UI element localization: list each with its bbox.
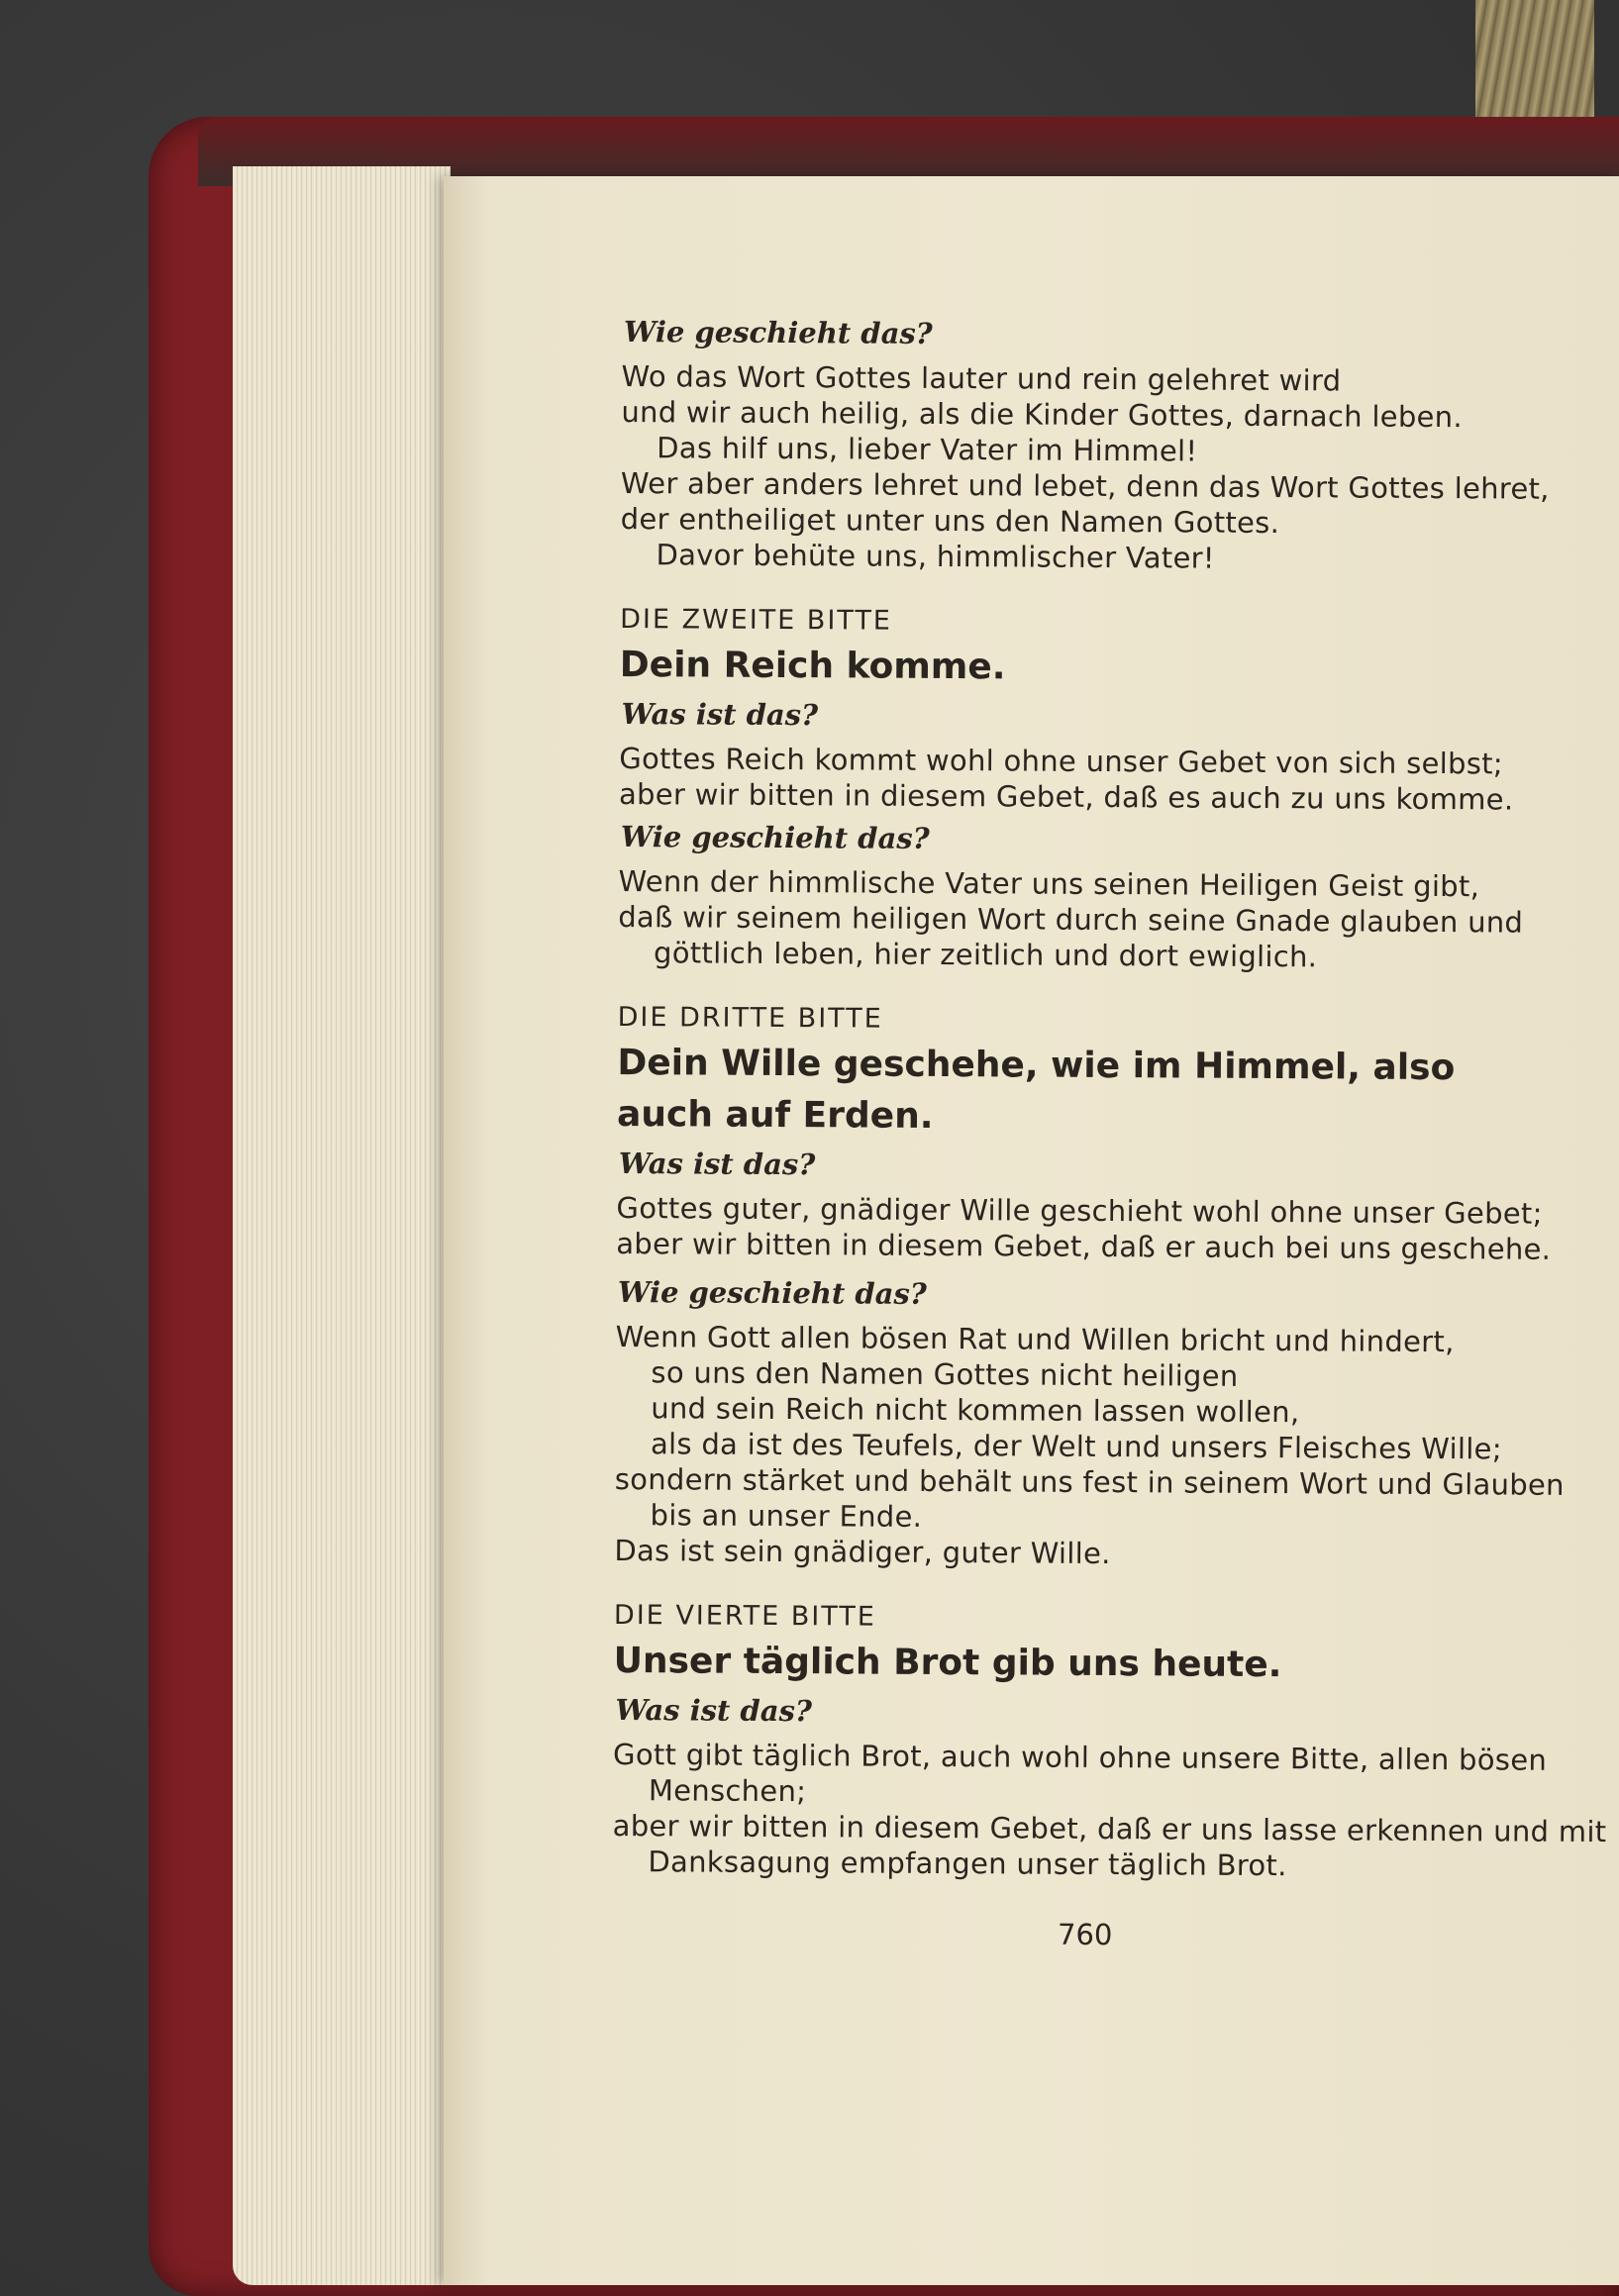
question: Was ist das? <box>615 1692 812 1729</box>
text-line: Gott gibt täglich Brot, auch wohl ohne unsere Bitte, allen bösen <box>613 1737 1548 1777</box>
text-line: Das hilf uns, lieber Vater im Himmel! <box>657 431 1198 468</box>
petition-title: Dein Wille geschehe, wie im Himmel, also auch auf Erden. <box>616 1042 1456 1137</box>
text-line: und wir auch heilig, als die Kinder Gottes, darnach leben. <box>621 394 1464 435</box>
page-edges <box>233 166 451 2285</box>
text-line: sondern stärket und behält uns fest in seinem Wort und Glauben <box>614 1461 1565 1502</box>
text-line: Das ist sein gnädiger, guter Wille. <box>614 1533 1111 1571</box>
petition-title: Unser täglich Brot gib uns heute. <box>613 1640 1282 1686</box>
text-line: daß wir seinem heiligen Wort durch seine Gnade glauben und <box>618 899 1524 940</box>
petition-3 <box>614 998 1565 1574</box>
question: Wie geschieht das? <box>617 1274 927 1311</box>
text-line: Danksagung empfangen unser täglich Brot. <box>648 1845 1287 1883</box>
text-line: bis an unser Ende. <box>650 1498 923 1534</box>
text-line: aber wir bitten in diesem Gebet, daß er uns lasse erkennen und mit <box>612 1808 1607 1849</box>
text-line: Wenn Gott allen bösen Rat und Willen bricht und hindert, <box>615 1319 1455 1359</box>
text-line: Davor behüte uns, himmlischer Vater! <box>656 538 1215 575</box>
page-content <box>612 315 1607 1954</box>
text-line: Menschen; <box>648 1773 807 1809</box>
question: Was ist das? <box>621 697 819 733</box>
text-line: Gottes Reich kommt wohl ohne unser Gebet von sich selbst; <box>619 741 1504 781</box>
petition-4 <box>612 1596 1607 1885</box>
book-page <box>444 176 1619 2285</box>
text-line: aber wir bitten in diesem Gebet, daß es auch zu uns komme. <box>618 776 1514 817</box>
text-line: der entheiliget unter uns den Namen Gottes. <box>620 501 1280 541</box>
text-line: und sein Reich nicht kommen lassen wollen, <box>651 1391 1300 1430</box>
text-line: Wo das Wort Gottes lauter und rein gelehret wird <box>621 358 1342 398</box>
text-line: göttlich leben, hier zeitlich und dort ewiglich. <box>653 936 1318 974</box>
text-line: aber wir bitten in diesem Gebet, daß er auch bei uns geschehe. <box>616 1226 1552 1266</box>
question: Wie geschieht das? <box>620 820 930 855</box>
section-intro <box>620 315 1563 578</box>
petition-title: Dein Reich komme. <box>619 644 1006 688</box>
question: Wie geschieht das? <box>623 315 933 350</box>
petition-heading: DIE DRITTE BITTE <box>617 1001 883 1035</box>
petition-2 <box>618 600 1561 976</box>
text-line: Gottes guter, gnädiger Wille geschieht wohl ohne unser Gebet; <box>616 1190 1543 1231</box>
text-line: so uns den Namen Gottes nicht heiligen <box>651 1355 1239 1393</box>
text-line: Wenn der himmlische Vater uns seinen Heiligen Geist gibt, <box>618 863 1480 904</box>
petition-heading: DIE VIERTE BITTE <box>613 1599 876 1633</box>
question: Was ist das? <box>618 1146 816 1182</box>
petition-heading: DIE ZWEITE BITTE <box>620 603 893 637</box>
page-number: 760 <box>1057 1917 1113 1952</box>
text-line: als da ist des Teufels, der Welt und unsers Fleisches Wille; <box>650 1427 1502 1466</box>
text-line: Wer aber anders lehret und lebet, denn das Wort Gottes lehret, <box>620 465 1550 506</box>
